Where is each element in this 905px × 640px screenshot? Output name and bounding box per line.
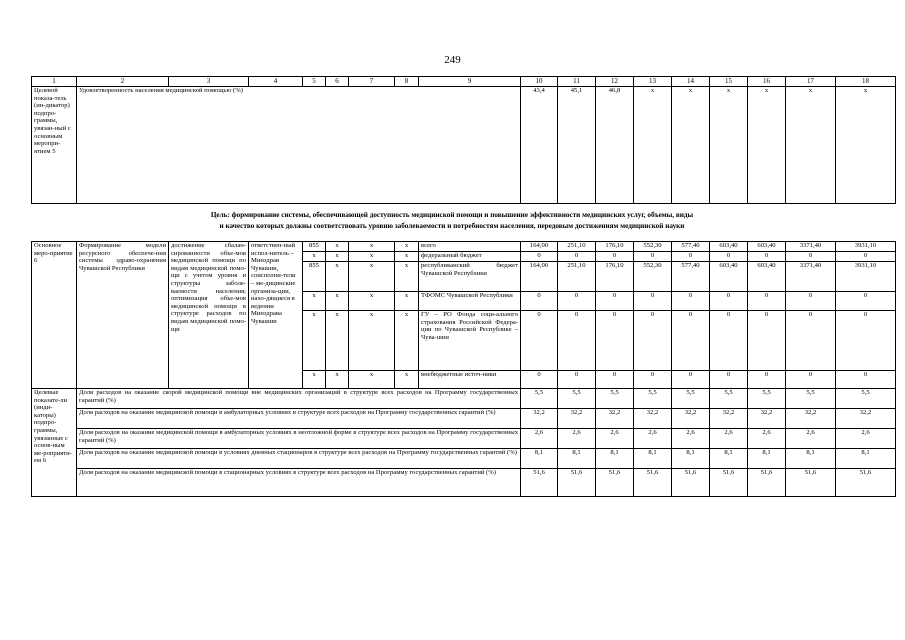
- code-cell: х: [395, 311, 419, 371]
- value-cell: х: [710, 87, 748, 204]
- funding-source: всего: [419, 242, 521, 252]
- measure-label: Основное меро-приятие 6: [32, 242, 77, 389]
- funding-source: внебюджетные источ-ники: [419, 371, 521, 389]
- indicator-text: Удовлетворенность населения медицинской помощью (%): [77, 87, 521, 204]
- code-cell: х: [395, 262, 419, 292]
- value-cell: 8,1: [710, 449, 748, 469]
- measure-goal: достижение сбалан-сированности объе-мов медицинской помощи по видам медицинской помо-щи с учетом уровня и структуры заболе-ваемости населения; оптимизация объе-мов медицинской помощи в структуре расходов по видам медицинской помо-щи: [169, 242, 249, 389]
- code-cell: х: [326, 242, 349, 252]
- value-cell: 51,6: [634, 469, 672, 497]
- value-cell: 603,40: [748, 262, 786, 292]
- code-cell: х: [395, 242, 419, 252]
- value-cell: 8,1: [748, 449, 786, 469]
- goal-heading: [31, 210, 873, 232]
- code-cell: х: [349, 311, 395, 371]
- value-cell: 0: [521, 311, 558, 371]
- code-cell: 855: [303, 242, 326, 252]
- indicator-text: Доля расходов на оказание медицинской помощи в амбулаторных условиях в неотложной форме в структуре всех расходов на Программу государственных гарантий (%): [77, 429, 521, 449]
- page-number: 249: [444, 54, 461, 66]
- value-cell: 0: [710, 292, 748, 311]
- value-cell: 2,6: [748, 429, 786, 449]
- column-number: 3: [169, 77, 249, 87]
- value-cell: 0: [836, 252, 896, 262]
- value-cell: 0: [836, 292, 896, 311]
- table-bottom: [31, 241, 896, 497]
- value-cell: 51,6: [521, 469, 558, 497]
- value-cell: 32,2: [521, 409, 558, 429]
- value-cell: 5,5: [836, 389, 896, 409]
- value-cell: 51,6: [786, 469, 836, 497]
- value-cell: 5,5: [634, 389, 672, 409]
- value-cell: 8,1: [596, 449, 634, 469]
- code-cell: х: [395, 371, 419, 389]
- value-cell: 2,6: [521, 429, 558, 449]
- value-cell: 3371,40: [786, 262, 836, 292]
- value-cell: 577,40: [672, 262, 710, 292]
- value-cell: 603,40: [710, 262, 748, 292]
- code-cell: х: [395, 292, 419, 311]
- value-cell: х: [748, 87, 786, 204]
- column-number: 17: [786, 77, 836, 87]
- code-cell: х: [303, 292, 326, 311]
- code-cell: х: [303, 252, 326, 262]
- value-cell: 32,2: [836, 409, 896, 429]
- value-cell: 0: [596, 371, 634, 389]
- value-cell: 176,10: [596, 262, 634, 292]
- column-number: 18: [836, 77, 896, 87]
- value-cell: 2,6: [596, 429, 634, 449]
- measure-executor: ответствен-ный испол-нитель – Минздрав Чувашии, соисполни-тели – ме-дицинские организа-ции, нахо-дящиеся в ведении Минздрава Чувашии: [249, 242, 303, 389]
- indicator-row: [32, 389, 896, 409]
- value-cell: х: [672, 87, 710, 204]
- value-cell: 0: [786, 252, 836, 262]
- column-number: 8: [395, 77, 419, 87]
- measure-name: Формирование модели ресурсного обеспече-ния системы здраво-охранения Чувашской Республики: [77, 242, 169, 389]
- value-cell: 32,2: [748, 409, 786, 429]
- column-number: 13: [634, 77, 672, 87]
- value-cell: 8,1: [836, 449, 896, 469]
- funding-source: республиканский бюджет Чувашской Республики: [419, 262, 521, 292]
- value-cell: 0: [634, 252, 672, 262]
- value-cell: 0: [521, 371, 558, 389]
- measure-body: [32, 242, 896, 389]
- value-cell: 164,00: [521, 242, 558, 252]
- value-cell: 0: [634, 292, 672, 311]
- code-cell: х: [349, 292, 395, 311]
- target-indicator-row: [32, 87, 896, 204]
- code-cell: х: [303, 311, 326, 371]
- value-cell: 0: [710, 252, 748, 262]
- value-cell: х: [634, 87, 672, 204]
- indicator-text: Доля расходов на оказание медицинской помощи в стационарных условиях в структуре всех расходов на Программу государственных гарантий (%): [77, 469, 521, 497]
- value-cell: 51,6: [836, 469, 896, 497]
- value-cell: 251,10: [558, 242, 596, 252]
- value-cell: 43,4: [521, 87, 558, 204]
- column-number: 6: [326, 77, 349, 87]
- column-number: 16: [748, 77, 786, 87]
- value-cell: 176,10: [596, 242, 634, 252]
- value-cell: 51,6: [596, 469, 634, 497]
- value-cell: 32,2: [558, 409, 596, 429]
- value-cell: 5,5: [521, 389, 558, 409]
- value-cell: 0: [836, 371, 896, 389]
- code-cell: х: [349, 252, 395, 262]
- value-cell: 0: [710, 371, 748, 389]
- value-cell: 51,6: [672, 469, 710, 497]
- indicator-body: [32, 389, 896, 497]
- value-cell: 8,1: [672, 449, 710, 469]
- value-cell: 0: [672, 292, 710, 311]
- row-label: Целевой показа-тель (ин-дикатор) подпро-граммы, увязан-ный с основным меропри-ятием 5: [32, 87, 77, 204]
- column-number: 9: [419, 77, 521, 87]
- value-cell: 0: [672, 371, 710, 389]
- value-cell: 5,5: [710, 389, 748, 409]
- value-cell: 0: [596, 292, 634, 311]
- value-cell: 46,8: [596, 87, 634, 204]
- value-cell: 0: [786, 371, 836, 389]
- value-cell: 2,6: [558, 429, 596, 449]
- value-cell: 5,5: [672, 389, 710, 409]
- value-cell: 32,2: [596, 409, 634, 429]
- goal-line-2: и качество которых должны соответствовать уровню заболеваемости и потребностям населения, передовым достижениям медицинской науки: [219, 222, 685, 230]
- value-cell: 552,30: [634, 242, 672, 252]
- value-cell: 552,30: [634, 262, 672, 292]
- value-cell: 45,1: [558, 87, 596, 204]
- value-cell: 3371,40: [786, 242, 836, 252]
- value-cell: 0: [748, 292, 786, 311]
- value-cell: 2,6: [710, 429, 748, 449]
- funding-source: ТФОМС Чувашской Республики: [419, 292, 521, 311]
- value-cell: 32,2: [634, 409, 672, 429]
- value-cell: 5,5: [748, 389, 786, 409]
- value-cell: 32,2: [786, 409, 836, 429]
- value-cell: 577,40: [672, 242, 710, 252]
- indicator-row: [32, 469, 896, 497]
- value-cell: 251,10: [558, 262, 596, 292]
- code-cell: х: [349, 242, 395, 252]
- code-cell: 855: [303, 262, 326, 292]
- column-number: 7: [349, 77, 395, 87]
- column-number: 4: [249, 77, 303, 87]
- column-number: 11: [558, 77, 596, 87]
- column-number: 12: [596, 77, 634, 87]
- value-cell: 0: [634, 311, 672, 371]
- value-cell: 0: [710, 311, 748, 371]
- value-cell: 2,6: [836, 429, 896, 449]
- value-cell: 32,2: [710, 409, 748, 429]
- value-cell: 164,00: [521, 262, 558, 292]
- value-cell: 8,1: [558, 449, 596, 469]
- value-cell: 0: [672, 311, 710, 371]
- code-cell: х: [303, 371, 326, 389]
- value-cell: 0: [558, 252, 596, 262]
- column-number: 5: [303, 77, 326, 87]
- value-cell: 0: [672, 252, 710, 262]
- column-number: 14: [672, 77, 710, 87]
- column-number: 1: [32, 77, 77, 87]
- value-cell: х: [836, 87, 896, 204]
- value-cell: 2,6: [634, 429, 672, 449]
- value-cell: 603,40: [710, 242, 748, 252]
- value-cell: 0: [558, 311, 596, 371]
- indicator-row: [32, 409, 896, 429]
- value-cell: 0: [596, 252, 634, 262]
- indicator-row: [32, 449, 896, 469]
- value-cell: 0: [786, 311, 836, 371]
- indicators-label: Целевые показате-ли (инди-каторы) подпро-граммы, увязанные с основ-ным ме-роприяти-ем 6: [32, 389, 77, 497]
- code-cell: х: [326, 292, 349, 311]
- value-cell: 0: [748, 311, 786, 371]
- column-number-row: [32, 77, 896, 87]
- table-top: [31, 76, 896, 204]
- value-cell: 0: [596, 311, 634, 371]
- value-cell: 0: [521, 292, 558, 311]
- code-cell: х: [349, 371, 395, 389]
- column-number: 15: [710, 77, 748, 87]
- indicator-text: Доля расходов на оказание медицинской помощи в условиях дневных стационаров в структуре всех расходов на Программу государственных гарантий (%): [77, 449, 521, 469]
- code-cell: х: [326, 311, 349, 371]
- code-cell: х: [326, 262, 349, 292]
- funding-source: федеральный бюджет: [419, 252, 521, 262]
- value-cell: 0: [634, 371, 672, 389]
- value-cell: 51,6: [748, 469, 786, 497]
- value-cell: 2,6: [672, 429, 710, 449]
- code-cell: х: [395, 252, 419, 262]
- value-cell: 5,5: [596, 389, 634, 409]
- value-cell: 51,6: [710, 469, 748, 497]
- value-cell: 8,1: [634, 449, 672, 469]
- value-cell: 2,6: [786, 429, 836, 449]
- value-cell: 0: [836, 311, 896, 371]
- value-cell: 0: [748, 371, 786, 389]
- goal-line-1: Цель: формирование системы, обеспечивающей доступность медицинской помощи и повышение эффективности медицинских услуг, объемы, виды: [210, 211, 694, 219]
- indicator-row: [32, 429, 896, 449]
- value-cell: 8,1: [521, 449, 558, 469]
- code-cell: х: [326, 371, 349, 389]
- value-cell: 3931,10: [836, 262, 896, 292]
- value-cell: 0: [786, 292, 836, 311]
- value-cell: 5,5: [558, 389, 596, 409]
- value-cell: 0: [558, 371, 596, 389]
- value-cell: 51,6: [558, 469, 596, 497]
- code-cell: х: [349, 262, 395, 292]
- value-cell: 5,5: [786, 389, 836, 409]
- value-cell: 603,40: [748, 242, 786, 252]
- funding-row: [32, 242, 896, 252]
- code-cell: х: [326, 252, 349, 262]
- column-number: 2: [77, 77, 169, 87]
- value-cell: 3931,10: [836, 242, 896, 252]
- value-cell: 0: [748, 252, 786, 262]
- value-cell: х: [786, 87, 836, 204]
- value-cell: 0: [558, 292, 596, 311]
- funding-source: ГУ – РО Фонда соци-ального страхования Российской Федера-ции по Чувашской Республике – Чува-шии: [419, 311, 521, 371]
- value-cell: 32,2: [672, 409, 710, 429]
- value-cell: 0: [521, 252, 558, 262]
- indicator-text: Доля расходов на оказание медицинской помощи в амбулаторных условиях в структуре всех расходов на Программу государственных гарантий (%): [77, 409, 521, 429]
- indicator-text: Доля расходов на оказание скорой медицинской помощи вне медицинских организаций в структуре всех расходов на Программу государственных гарантий (%): [77, 389, 521, 409]
- column-number: 10: [521, 77, 558, 87]
- value-cell: 8,1: [786, 449, 836, 469]
